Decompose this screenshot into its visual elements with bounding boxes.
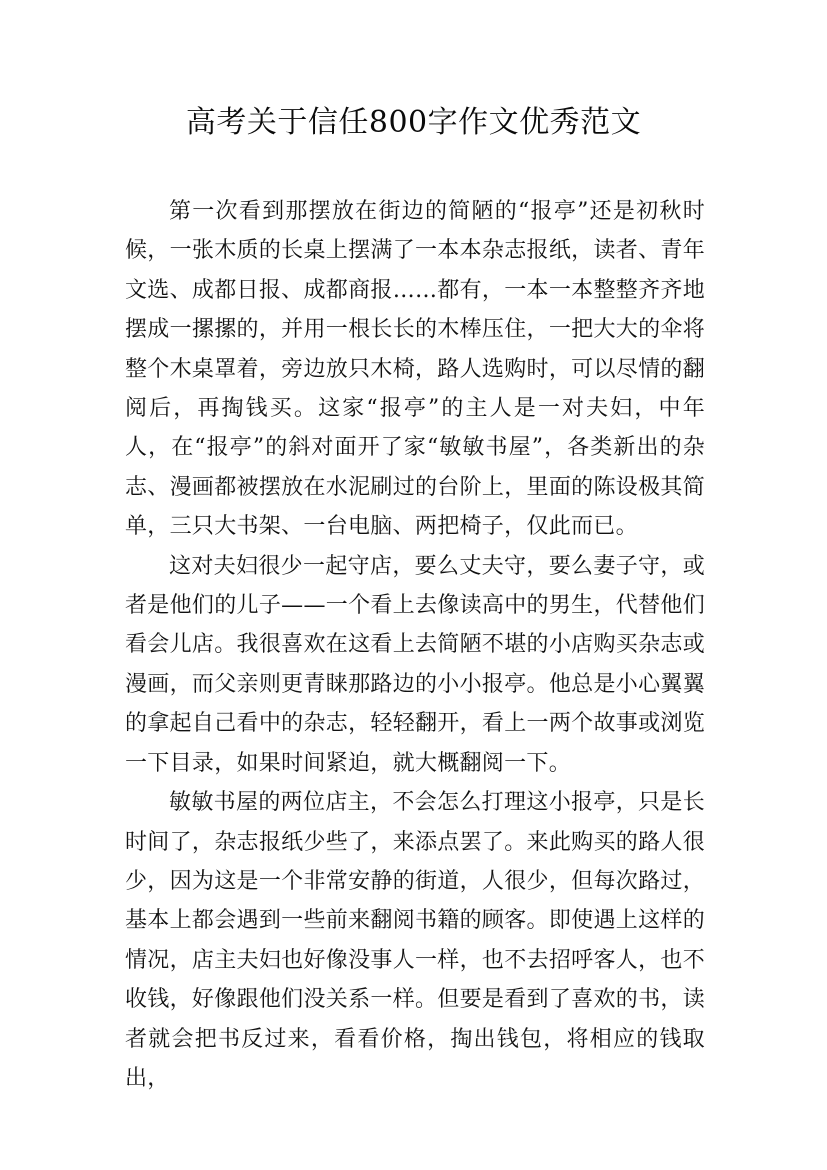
paragraph-1: 第一次看到那摆放在街边的简陋的“报亭”还是初秋时候，一张木质的长桌上摆满了一本本杂志报纸，读者、青年文选、成都日报、成都商报……都有，一本一本整整齐齐地摆成一摞摞的，并用一根长长的木棒压住，一把大大的伞将整个木桌罩着，旁边放只木椅，路人选购时，可以尽情的翻阅后，再掏钱买。这家“报亭”的主人是一对夫妇，中年人，在“报亭”的斜对面开了家“敏敏书屋”，各类新出的杂志、漫画都被摆放在水泥刷过的台阶上，里面的陈设极其简单，三只大书架、一台电脑、两把椅子，仅此而已。 <box>125 199 705 540</box>
paragraph-2: 这对夫妇很少一起守店，要么丈夫守，要么妻子守，或者是他们的儿子——一个看上去像读高中的男生，代替他们看会儿店。我很喜欢在这看上去简陋不堪的小店购买杂志或漫画，而父亲则更青睐那路边的小小报亭。他总是小心翼翼的拿起自己看中的杂志，轻轻翻开，看上一两个故事或浏览一下目录，如果时间紧迫，就大概翻阅一下。 <box>125 553 705 776</box>
document-title: 高考关于信任800字作文优秀范文 <box>185 105 642 140</box>
document-body <box>125 192 705 1098</box>
paragraph-3: 敏敏书屋的两位店主，不会怎么打理这小报亭，只是长时间了，杂志报纸少些了，来添点罢了。来此购买的路人很少，因为这是一个非常安静的街道，人很少，但每次路过，基本上都会遇到一些前来翻阅书籍的顾客。即使遇上这样的情况，店主夫妇也好像没事人一样，也不去招呼客人，也不收钱，好像跟他们没关系一样。但要是看到了喜欢的书，读者就会把书反过来，看看价格，掏出钱包，将相应的钱取出， <box>125 790 705 1091</box>
